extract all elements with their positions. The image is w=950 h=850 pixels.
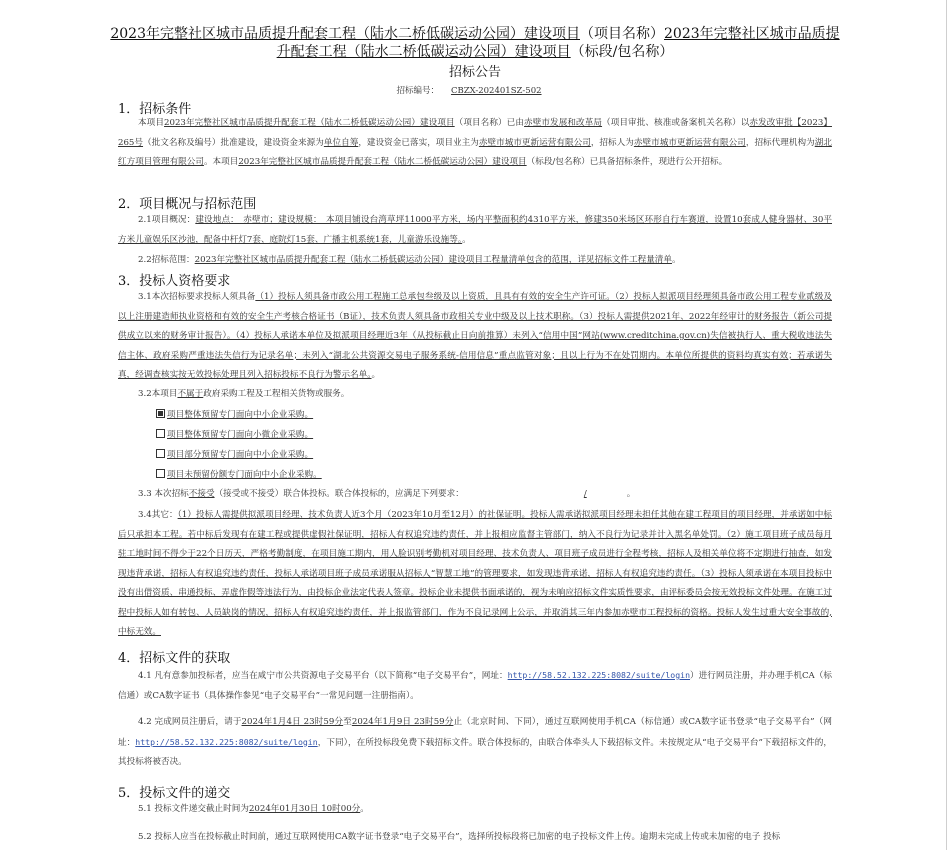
section-1-body: 本项目2023年完整社区城市品质提升配套工程（陆水二桥低碳运动公园）建设项目（项目名称）已由赤壁市发展和改革局（项目审批、核准或备案机关名称）以赤发改审批【2023】265号（批文名称及编号）批准建设，建设资金来源为单位自筹，建设资金已落实，项目业主为赤壁市城市更新运营有限公司，招标人为赤壁市城市更新运营有限公司，招标代理机构为湖北红方项目管理有限公司。本项目2023年完整社区城市品质提升配套工程（陆水二桥低碳运动公园）建设项目（标段/包名称）已具备招标条件，现进行公开招标。 — [118, 118, 832, 167]
page-heading: 招标公告 — [448, 65, 501, 80]
announcement-title — [110, 25, 840, 61]
checkbox-option-4[interactable]: 项目未预留份额专门面向中小企业采购。 — [156, 468, 322, 480]
project-name: 2023年完整社区城市品质提升配套工程（陆水二桥低碳运动公园）建设项目 — [110, 26, 580, 42]
checkbox-option-2[interactable]: 项目整体预留专门面向小微企业采购。 — [156, 428, 313, 440]
section-3-2: 3.2本项目不属于政府采购工程及工程相关货物或服务。 — [138, 389, 350, 399]
section-5-2: 5.2 投标人应当在投标截止时间前，通过互联网使用CA数字证书登录“电子交易平台”，选择所投标段将已加密的电子投标文件上传。逾期未完成上传或未加密的电子 投标 — [138, 832, 781, 842]
section-4-2: 4.2 完成网员注册后，请于2024年1月4日 23时59分至2024年1月9日 23时59分止（北京时间、下同），通过互联网使用手机CA（标信通）或CA数字证书登录“电子交易平台”（网址：http://58.52.132.225:8082/suite/login，下同），在所投标段免费下载招标文件。联合体投标的，由联合体牵头人下载招标文件。未按规定从“电子交易平台”下载招标文件的，其投标将被否决。 — [118, 717, 832, 767]
project-name-label: （项目名称） — [580, 26, 664, 42]
section-5-1: 5.1 投标文件递交截止时间为2024年01月30日 10时00分。 — [138, 804, 369, 814]
checked-checkbox-icon[interactable] — [156, 409, 165, 418]
platform-link[interactable]: http://58.52.132.225:8082/suite/login — [135, 736, 318, 747]
section-5-heading: 5．投标文件的递交 — [118, 786, 231, 801]
lot-name: 2023年完整社区城市品质提升配套工程（陆水二桥低碳运动公园）建设项目 — [276, 26, 840, 60]
section-3-4: 3.4其它：（1）投标人需提供拟派项目经理、技术负责人近3个月（2023年10月至12月）的社保证明。投标人需承诺拟派项目经理未担任其他在建工程项目的项目经理，并承诺如中标后只承担本工程。若中标后发现有在建工程或提供虚假社保证明，招标人有权追究违约责任，并上报相应监督主管部门，纳入不良行为记录并计入黑名单处罚。（2）施工项目班子成员每月驻工地时间不得少于22个日历天，严格考勤制度，在项目施工期内，用人脸识别考勤机对项目经理、技术负责人、项目班子成员进行全程考核，招标人及相关单位将不定期进行抽查，如发现违背承诺，招标人有权追究违约责任，投标人承诺项目班子成员承诺服从招标人“智慧工地”的管理要求，如发现违背承诺，招标人有权追究违约责任。（3）投标人须承诺在本项目投标中没有出借资质、串通投标、弄虚作假等违法行为，由投标企业法定代表人签章。投标企业未提供书面承诺的，视为未响应招标文件实质性要求，由评标委员会按无效投标文件处理。在施工过程中投标人如有转包、人员缺岗的情况，招标人有权追究违约责任，并上报监管部门，作为不良记录网上公示，并取消其三年内参加赤壁市工程投标的资格。投标人发生过重大安全事故的,中标无效。 — [118, 510, 832, 637]
section-4-heading: 4．招标文件的获取 — [118, 651, 231, 666]
platform-link[interactable]: http://58.52.132.225:8082/suite/login — [507, 670, 691, 680]
section-3-heading: 3．投标人资格要求 — [118, 274, 231, 289]
checkbox-icon[interactable] — [156, 449, 165, 458]
bid-number-label: 招标编号： — [396, 86, 439, 96]
bid-number — [0, 84, 950, 96]
section-2-2: 2.2招标范围：2023年完整社区城市品质提升配套工程（陆水二桥低碳运动公园）建设项目工程量清单包含的范围，详见招标文件工程量清单。 — [138, 255, 681, 265]
section-2-1: 2.1项目概况：建设地点： 赤壁市；建设规模： 本项目铺设台湾草坪11000平方米，场内平整面积约4310平方米，修建350米场区环形自行车赛道，设置10套成人健身器材、30平方米儿童娱乐区沙池，配备中杆灯7套、庭院灯15套、广播主机系统1套，儿童游乐设施等。。 — [118, 215, 832, 245]
bid-number-value: CBZX-202401SZ-502 — [450, 86, 542, 96]
section-3-1: 3.1本次招标要求投标人须具备（1）投标人须具备市政公用工程施工总承包叁级及以上资质，且具有有效的安全生产许可证。（2）投标人拟派项目经理须具备市政公用工程专业贰级及以上注册建造师执业资格和有效的安全生产考核合格证书（B证），技术负责人须具备市政相关专业中级及以上技术职称。（3）投标人需提供2021年、2022年经审计的财务报告（新公司提供成立以来的财务审计报告）。（4）投标人承诺本单位及拟派项目经理近3年（从投标截止日向前推算）未列入“信用中国”网站(www.creditchina.gov.cn)失信被执行人、重大税收违法失信主体、政府采购严重违法失信行为记录名单；未列入“湖北公共资源交易电子服务系统-信用信息”重点监管对象；且以上行为不在处罚期内。本单位所提供的资料均真实有效；若承诺失真，经调查核实按无效投标处理且列入招标投标不良行为警示名单。。 — [118, 292, 832, 380]
lot-name-label: （标段/包名称） — [570, 44, 674, 60]
checkbox-icon[interactable] — [156, 429, 165, 438]
checkbox-icon[interactable] — [156, 469, 165, 478]
section-4-1: 4.1 凡有意参加投标者，应当在咸宁市公共资源电子交易平台（以下简称“电子交易平台”，网址：http://58.52.132.225:8082/suite/login）进行网员注册，并办理手机CA（标信通）或CA数字证书（具体操作参见“电子交易平台”一常见问题一注册指南）。 — [118, 670, 832, 701]
checkbox-option-3[interactable]: 项目部分预留专门面向中小企业采购。 — [156, 448, 313, 460]
checkbox-option-1[interactable]: 项目整体预留专门面向中小企业采购。 — [156, 408, 313, 420]
section-1-heading: 1．招标条件 — [118, 102, 192, 117]
section-3-3: 3.3 本次招标不接受（接受或不接受）联合体投标。联合体投标的，应满足下列要求： / 。 — [138, 489, 636, 499]
section-2-heading: 2．项目概况与招标范围 — [118, 197, 257, 212]
